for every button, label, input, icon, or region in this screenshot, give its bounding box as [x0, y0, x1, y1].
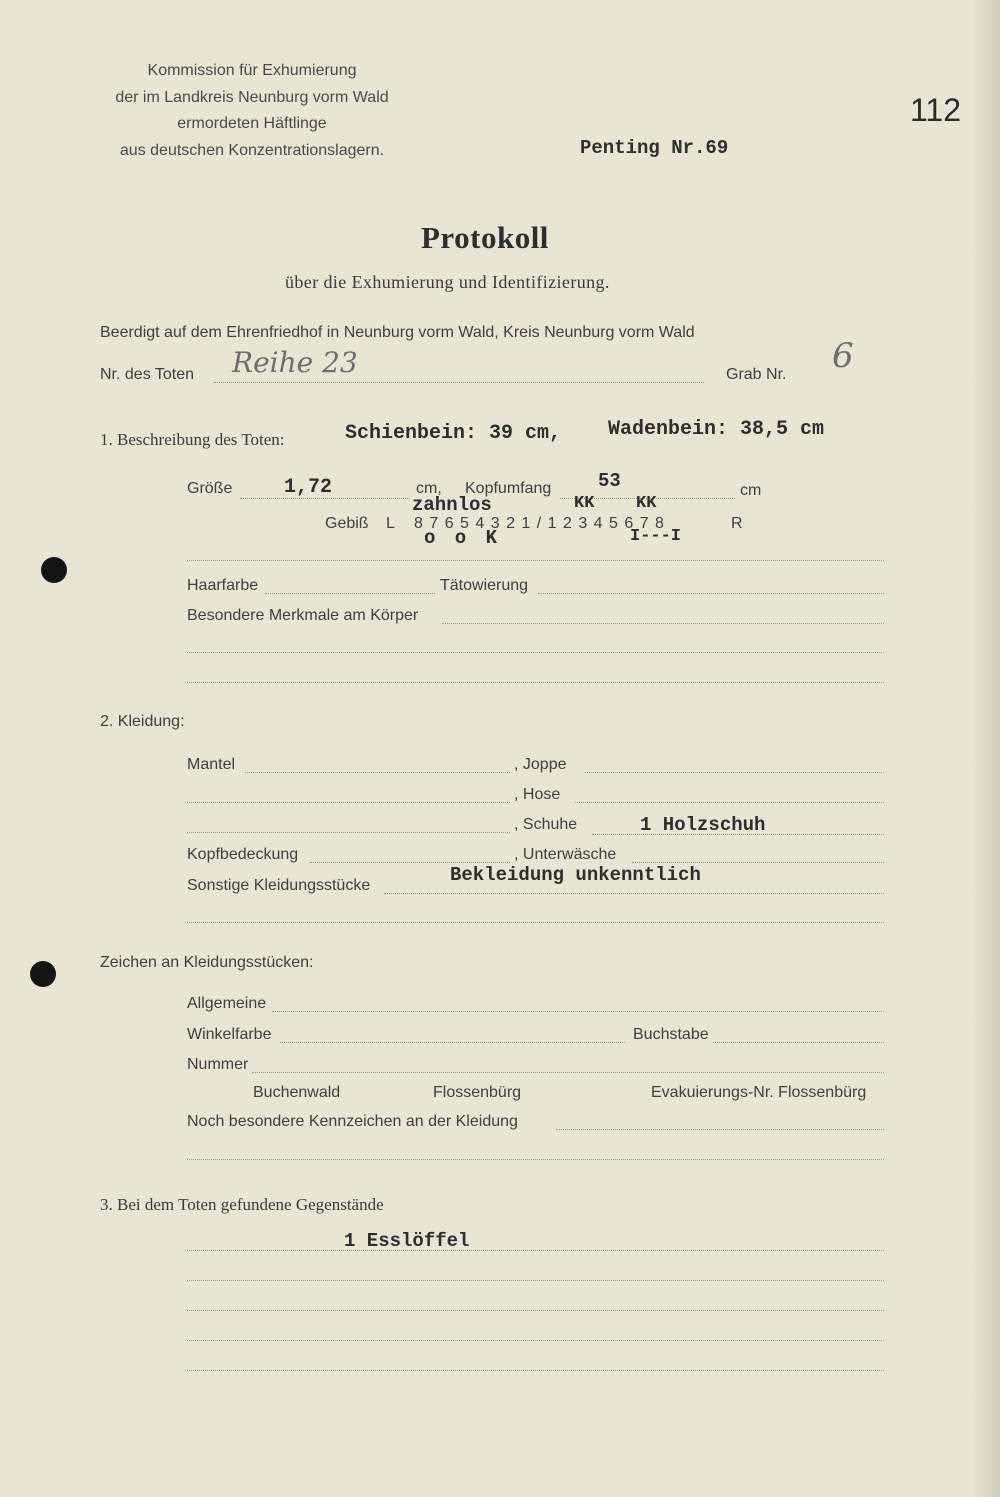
kleidung-blank-line-1: [187, 802, 510, 803]
gebiss-left-marker: L: [386, 515, 395, 532]
punch-hole-bottom: [30, 961, 56, 987]
commission-line-4: aus deutschen Konzentrationslagern.: [119, 141, 385, 159]
page-number: 112: [910, 92, 962, 128]
section1-heading: 1. Beschreibung des Toten:: [100, 430, 285, 449]
joppe-line: [585, 772, 884, 773]
commission-header: [92, 58, 412, 164]
merkmale-line-3: [187, 682, 884, 683]
joppe-label: , Joppe: [514, 756, 567, 773]
taetowierung-label: Tätowierung: [440, 577, 529, 594]
page-edge-shadow: [972, 0, 1000, 1497]
groesse-label: Größe: [187, 480, 233, 497]
noch-kennzeichen-line-2: [187, 1159, 884, 1160]
kk-mark-2: KK: [636, 494, 657, 513]
gebiss-right-marker: R: [731, 515, 743, 532]
bones-measurement-1: Schienbein: 39 cm,: [345, 422, 562, 445]
noch-kennzeichen-line: [556, 1129, 884, 1130]
kopfumfang-value: 53: [598, 470, 621, 492]
nr-des-toten-value: Reihe 23: [232, 346, 358, 379]
items-line-3: [187, 1310, 884, 1311]
allgemeine-line: [272, 1011, 884, 1012]
punch-hole-top: [41, 557, 67, 583]
hose-line: [575, 802, 884, 803]
flossenbuerg-label: Flossenbürg: [433, 1084, 522, 1101]
haarfarbe-label: Haarfarbe: [187, 577, 259, 594]
bones-measurement-2: Wadenbein: 38,5 cm: [608, 418, 825, 441]
document-subtitle: über die Exhumierung und Identifizierung.: [285, 272, 610, 292]
haarfarbe-line: [265, 593, 435, 594]
evakuierung-label: Evakuierungs-Nr. Flossenbürg: [651, 1084, 867, 1101]
commission-line-1: Kommission für Exhumierung: [147, 62, 357, 79]
case-reference: Penting Nr.69: [580, 137, 729, 159]
cm-unit-1: cm,: [416, 480, 442, 497]
sonstige-value: Bekleidung unkenntlich: [450, 864, 701, 886]
items-line-1: [187, 1250, 884, 1251]
commission-line-3: ermordeten Häftlinge: [177, 115, 327, 132]
schuhe-label: , Schuhe: [514, 816, 578, 833]
winkelfarbe-line: [280, 1042, 625, 1043]
buchstabe-line: [713, 1042, 884, 1043]
merkmale-label: Besondere Merkmale am Körper: [187, 607, 419, 624]
kk-mark-1: KK: [574, 494, 595, 513]
nummer-line: [252, 1072, 884, 1073]
found-item-1: 1 Esslöffel: [344, 1230, 470, 1252]
merkmale-line: [442, 623, 884, 624]
section1-separator-line: [187, 560, 884, 561]
sonstige-line-2: [187, 922, 884, 923]
items-line-5: [187, 1370, 884, 1371]
burial-text: Beerdigt auf dem Ehrenfriedhof in Neunburg vorm Wald, Kreis Neunburg vorm Wald: [100, 324, 695, 341]
grab-nr-value: 6: [832, 336, 854, 376]
kopfbedeckung-line: [310, 862, 510, 863]
merkmale-line-2: [187, 652, 884, 653]
gebiss-marks-left: o o K: [424, 527, 502, 549]
mantel-label: Mantel: [187, 756, 236, 773]
nummer-label: Nummer: [187, 1056, 249, 1073]
hose-label: , Hose: [514, 786, 561, 803]
winkelfarbe-label: Winkelfarbe: [187, 1026, 272, 1043]
kleidung-blank-line-2: [187, 832, 510, 833]
marks-heading: Zeichen an Kleidungsstücken:: [100, 954, 314, 971]
section2-heading: 2. Kleidung:: [100, 713, 185, 730]
grab-nr-label: Grab Nr.: [726, 366, 787, 383]
groesse-line: [240, 498, 410, 499]
unterwaesche-line: [632, 862, 884, 863]
cm-unit-2: cm: [740, 482, 762, 499]
mantel-line: [245, 772, 510, 773]
commission-line-2: der im Landkreis Neunburg vorm Wald: [115, 88, 389, 106]
noch-kennzeichen-label: Noch besondere Kennzeichen an der Kleidung: [187, 1113, 518, 1130]
groesse-value: 1,72: [284, 476, 333, 499]
buchenwald-label: Buchenwald: [253, 1084, 341, 1101]
sonstige-line: [384, 893, 884, 894]
kopfbedeckung-label: Kopfbedeckung: [187, 846, 299, 863]
nr-des-toten-line: [214, 382, 704, 383]
items-line-2: [187, 1280, 884, 1281]
schuhe-line: [592, 834, 884, 835]
gebiss-marks-right: I---I: [630, 527, 682, 546]
items-line-4: [187, 1340, 884, 1341]
schuhe-value: 1 Holzschuh: [640, 814, 766, 836]
kopfumfang-label: Kopfumfang: [465, 480, 552, 497]
allgemeine-label: Allgemeine: [187, 995, 267, 1012]
gebiss-teeth-chart: 8 7 6 5 4 3 2 1 / 1 2 3 4 5 6 7 8: [414, 515, 665, 532]
gebiss-label: Gebiß: [325, 515, 369, 532]
taetowierung-line: [538, 593, 884, 594]
zahnlos-note: zahnlos: [412, 494, 492, 516]
buchstabe-label: Buchstabe: [633, 1026, 709, 1043]
sonstige-label: Sonstige Kleidungsstücke: [187, 877, 371, 894]
unterwaesche-label: , Unterwäsche: [514, 846, 617, 863]
document-title: Protokoll: [421, 220, 549, 255]
section3-heading: 3. Bei dem Toten gefundene Gegenstände: [100, 1195, 384, 1214]
nr-des-toten-label: Nr. des Toten: [100, 366, 194, 383]
